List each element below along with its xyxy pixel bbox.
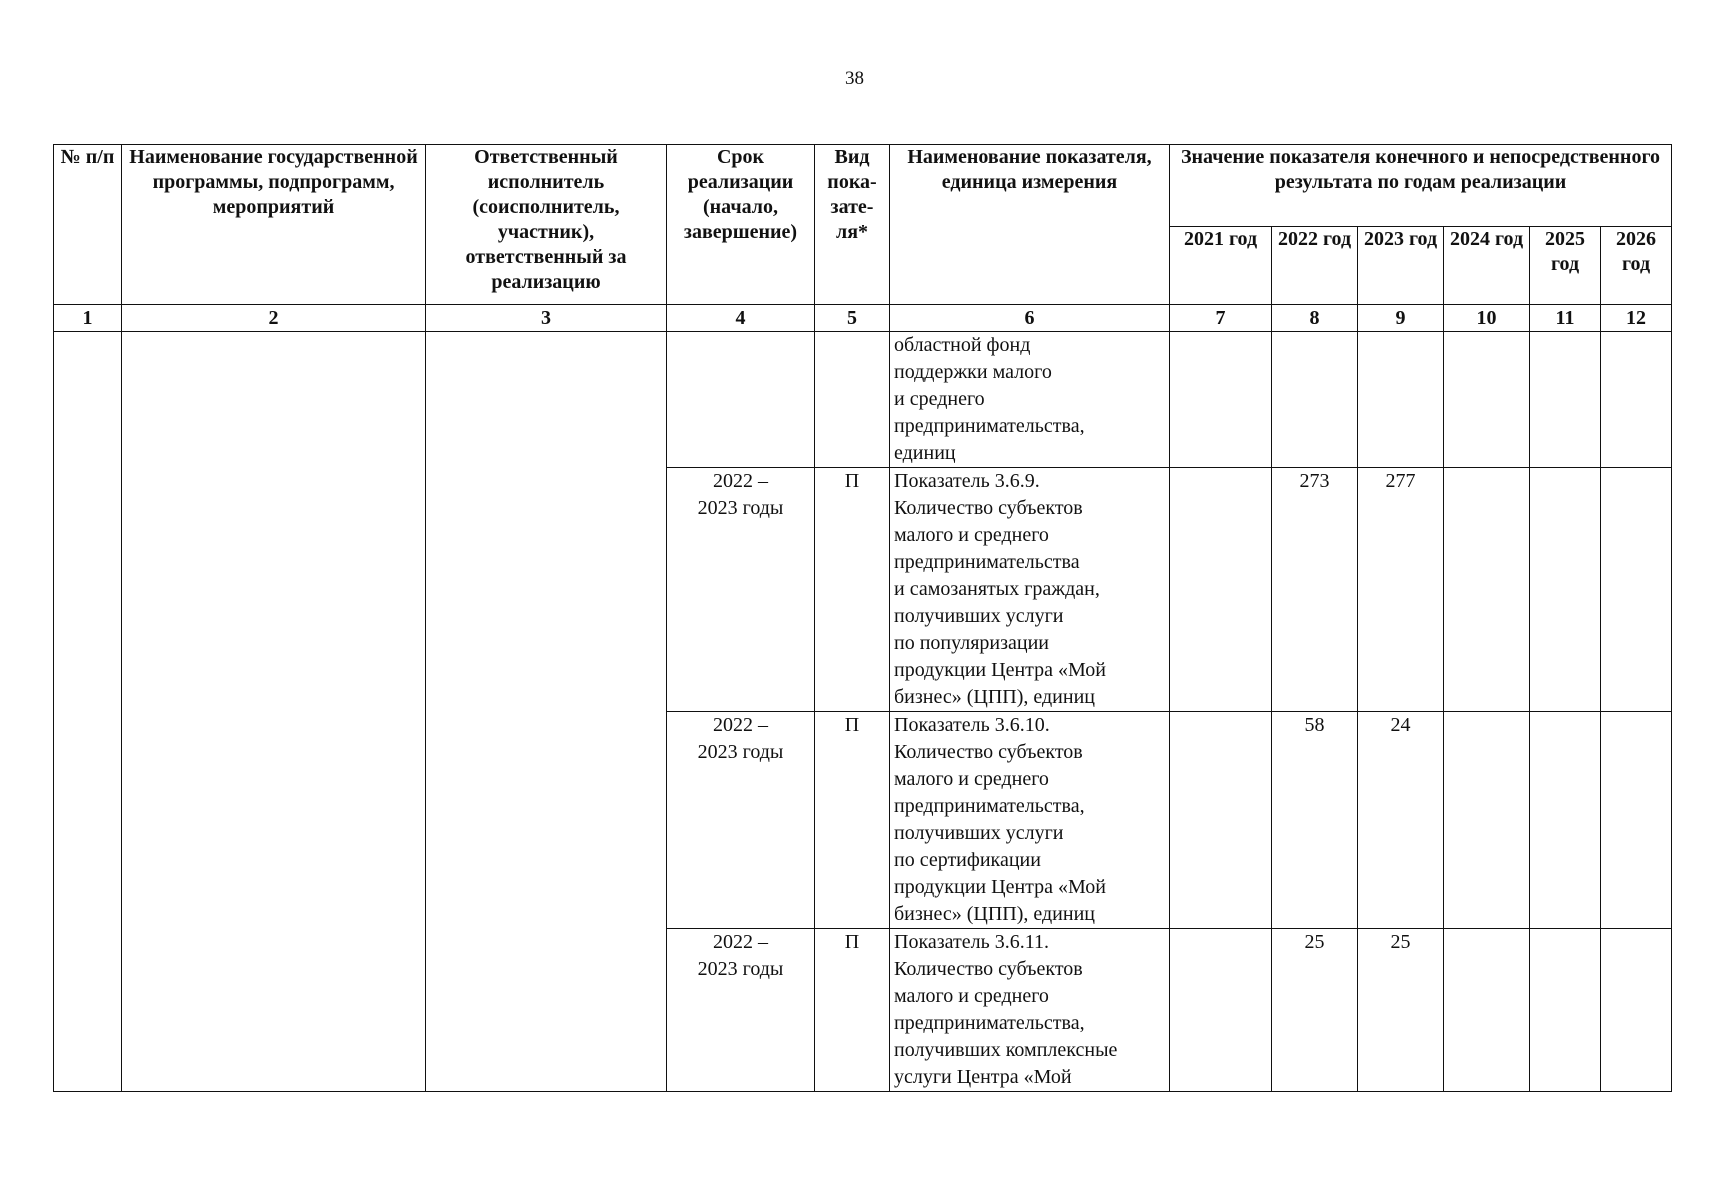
- value-2021-cell: [1170, 929, 1272, 1092]
- value-2021-cell: [1170, 332, 1272, 468]
- term-cell: 2022 – 2023 годы: [667, 712, 815, 929]
- page-number: 38: [845, 68, 864, 89]
- column-numbers-row: [54, 305, 1672, 332]
- value-2022-cell: 58: [1272, 712, 1358, 929]
- value-2022-cell: [1272, 332, 1358, 468]
- header-year-2026: 2026 год: [1601, 227, 1672, 305]
- column-number: 5: [815, 305, 890, 332]
- value-2023-cell: 25: [1358, 929, 1444, 1092]
- value-2025-cell: [1530, 929, 1601, 1092]
- indicators-table: [53, 144, 1672, 1092]
- indicator-type-cell: [815, 332, 890, 468]
- value-2025-cell: [1530, 712, 1601, 929]
- value-2021-cell: [1170, 712, 1272, 929]
- column-number: 11: [1530, 305, 1601, 332]
- number-cell: [54, 332, 122, 1092]
- column-number: 9: [1358, 305, 1444, 332]
- value-2025-cell: [1530, 332, 1601, 468]
- indicator-name-cell: Показатель 3.6.10. Количество субъектов малого и среднего предпринимательства, получивших услуги по сертификации продукции Центра «Мой бизнес» (ЦПП), единиц: [890, 712, 1170, 929]
- column-number: 4: [667, 305, 815, 332]
- term-cell: 2022 – 2023 годы: [667, 468, 815, 712]
- column-number: 10: [1444, 305, 1530, 332]
- indicator-name-cell: областной фонд поддержки малого и среднего предпринимательства, единиц: [890, 332, 1170, 468]
- header-year-2021: 2021 год: [1170, 227, 1272, 305]
- value-2023-cell: 277: [1358, 468, 1444, 712]
- header-number: № п/п: [54, 145, 122, 305]
- header-indicator-name: Наименование показателя, единица измерения: [890, 145, 1170, 305]
- value-2022-cell: 273: [1272, 468, 1358, 712]
- header-year-2025: 2025 год: [1530, 227, 1601, 305]
- value-2026-cell: [1601, 712, 1672, 929]
- column-number: 12: [1601, 305, 1672, 332]
- indicator-type-cell: П: [815, 712, 890, 929]
- program-name-cell: [122, 332, 426, 1092]
- header-program-name: Наименование государственной программы, подпрограмм, мероприятий: [122, 145, 426, 305]
- header-year-2022: 2022 год: [1272, 227, 1358, 305]
- value-2024-cell: [1444, 332, 1530, 468]
- indicator-type-cell: П: [815, 468, 890, 712]
- value-2026-cell: [1601, 332, 1672, 468]
- header-executor: Ответственный исполнитель (соисполнитель, участник), ответственный за реализацию: [426, 145, 667, 305]
- value-2026-cell: [1601, 929, 1672, 1092]
- column-number: 6: [890, 305, 1170, 332]
- column-number: 7: [1170, 305, 1272, 332]
- value-2024-cell: [1444, 468, 1530, 712]
- value-2024-cell: [1444, 929, 1530, 1092]
- value-2021-cell: [1170, 468, 1272, 712]
- header-values-group: Значение показателя конечного и непосредственного результата по годам реализации: [1170, 145, 1672, 227]
- indicator-type-cell: П: [815, 929, 890, 1092]
- header-year-2024: 2024 год: [1444, 227, 1530, 305]
- header-term: Срок реализации (начало, завершение): [667, 145, 815, 305]
- value-2023-cell: 24: [1358, 712, 1444, 929]
- header-indicator-type: Вид пока- зате- ля*: [815, 145, 890, 305]
- column-number: 3: [426, 305, 667, 332]
- table-row: [54, 332, 1672, 468]
- indicator-name-cell: Показатель 3.6.9. Количество субъектов малого и среднего предпринимательства и самозанятых граждан, получивших услуги по популяризации продукции Центра «Мой бизнес» (ЦПП), единиц: [890, 468, 1170, 712]
- value-2024-cell: [1444, 712, 1530, 929]
- column-number: 2: [122, 305, 426, 332]
- indicator-name-cell: Показатель 3.6.11. Количество субъектов малого и среднего предпринимательства, получивших комплексные услуги Центра «Мой: [890, 929, 1170, 1092]
- term-cell: [667, 332, 815, 468]
- value-2025-cell: [1530, 468, 1601, 712]
- header-year-2023: 2023 год: [1358, 227, 1444, 305]
- column-number: 1: [54, 305, 122, 332]
- executor-cell: [426, 332, 667, 1092]
- value-2022-cell: 25: [1272, 929, 1358, 1092]
- value-2023-cell: [1358, 332, 1444, 468]
- column-number: 8: [1272, 305, 1358, 332]
- value-2026-cell: [1601, 468, 1672, 712]
- term-cell: 2022 – 2023 годы: [667, 929, 815, 1092]
